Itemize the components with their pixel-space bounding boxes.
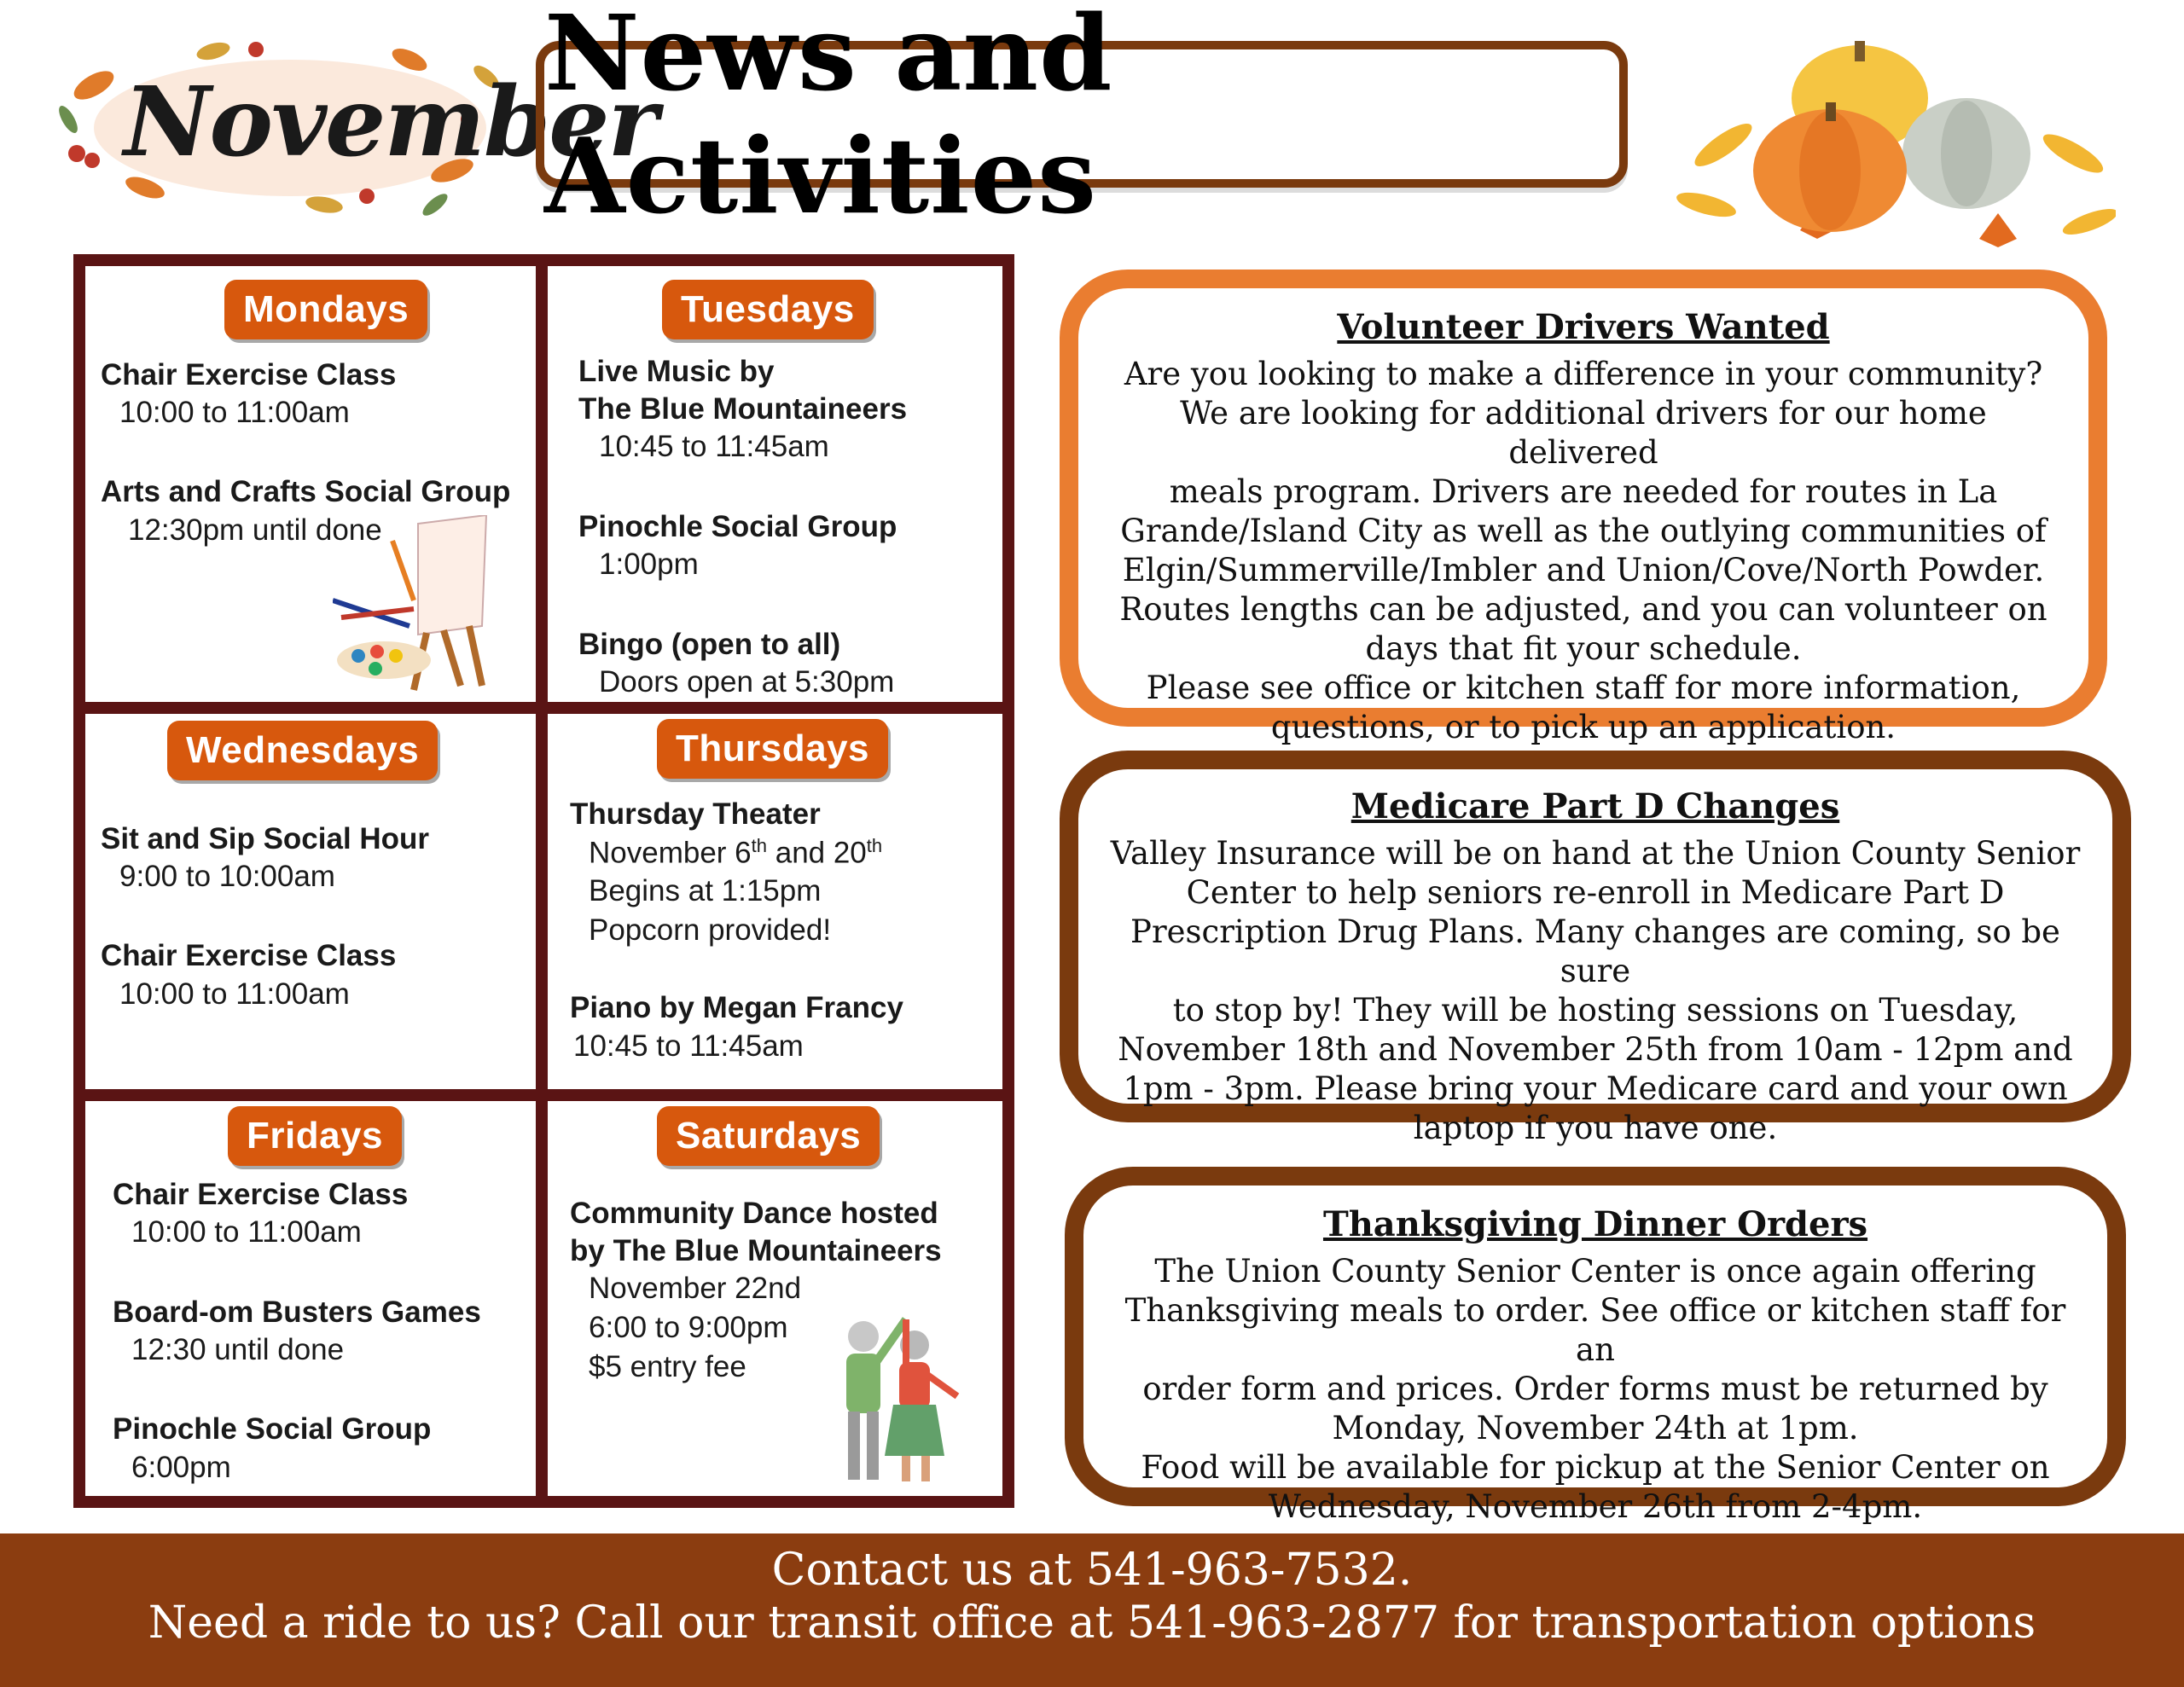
activity-time: 6:00 to 9:00pm	[589, 1311, 788, 1344]
contact-footer	[0, 1533, 2184, 1687]
date-part: November 6	[589, 836, 752, 870]
activity-date: November 22nd	[589, 1272, 802, 1305]
activity-fee: $5 entry fee	[589, 1350, 746, 1383]
activity-title: Thursday Theater	[570, 797, 821, 831]
announcement-body	[1104, 355, 2063, 747]
activity-time: 10:00 to 11:00am	[119, 396, 350, 429]
wednesdays-label: Wednesdays	[167, 721, 438, 780]
announcement-body	[1099, 834, 2092, 1148]
activity-date	[589, 835, 882, 871]
body-line: The Union County Senior Center is once again offering	[1154, 1253, 2036, 1290]
activity-time: 10:45 to 11:45am	[573, 1029, 804, 1063]
thursdays-label: Thursdays	[657, 719, 888, 779]
contact-phone-line: Contact us at 541-963-7532.	[771, 1545, 1413, 1596]
weekly-schedule-grid	[73, 254, 1014, 1508]
body-line: Routes lengths can be adjusted, and you can volunteer on	[1119, 591, 2048, 628]
activity-title: Piano by Megan Francy	[570, 991, 903, 1024]
tuesdays-cell	[548, 266, 1002, 702]
pumpkins-icon	[1672, 34, 2116, 264]
activity-title: Community Dance hosted	[570, 1197, 938, 1230]
announcement-title: Medicare Part D Changes	[1350, 786, 1840, 826]
body-line: Food will be available for pickup at the Senior Center on	[1141, 1449, 2050, 1486]
fridays-cell	[85, 1101, 536, 1496]
mondays-label: Mondays	[224, 280, 427, 339]
body-line: days that fit your schedule.	[1365, 630, 1802, 667]
activity-title: Chair Exercise Class	[113, 1178, 409, 1211]
activity-title: Pinochle Social Group	[113, 1412, 432, 1446]
dancing-couple-icon	[804, 1302, 974, 1490]
activity-title: Sit and Sip Social Hour	[101, 822, 430, 855]
thursdays-cell	[548, 714, 1002, 1089]
activity-title: by The Blue Mountaineers	[570, 1234, 942, 1267]
pumpkins-decoration	[1672, 34, 2116, 264]
body-line: questions, or to pick up an application.	[1270, 709, 1896, 745]
activity-time: 12:30 until done	[131, 1333, 345, 1366]
activity-time: 10:00 to 11:00am	[131, 1215, 362, 1249]
body-line: Prescription Drug Plans. Many changes are coming, so be sure	[1130, 913, 2060, 989]
activity-time: Doors open at 5:30pm	[599, 665, 895, 699]
activity-title: Board-om Busters Games	[113, 1296, 481, 1329]
body-line: We are looking for additional drivers for our home delivered	[1180, 395, 1987, 471]
body-line: Are you looking to make a difference in your community?	[1124, 356, 2043, 392]
body-line: Elgin/Summerville/Imbler and Union/Cove/North Powder.	[1122, 552, 2045, 588]
saturdays-cell	[548, 1101, 1002, 1496]
body-line: 1pm - 3pm. Please bring your Medicare card and your own	[1123, 1070, 2068, 1107]
body-line: meals program. Drivers are needed for routes in La	[1169, 473, 1998, 510]
activity-title: Chair Exercise Class	[101, 939, 397, 972]
body-line: Center to help seniors re-enroll in Medicare Part D	[1186, 874, 2005, 911]
transit-line: Need a ride to us? Call our transit office at 541-963-2877 for transportation options	[148, 1597, 2036, 1649]
activity-title: Bingo (open to all)	[578, 628, 841, 661]
tuesdays-label: Tuesdays	[662, 280, 874, 339]
activity-note: Popcorn provided!	[589, 913, 832, 947]
easel-paint-icon	[333, 515, 503, 694]
activity-title: Chair Exercise Class	[101, 358, 397, 391]
fridays-label: Fridays	[228, 1106, 402, 1166]
body-line: Valley Insurance will be on hand at the Union County Senior	[1110, 835, 2081, 872]
activity-time: 9:00 to 10:00am	[119, 860, 335, 893]
activity-time: 10:45 to 11:45am	[599, 430, 829, 463]
medicare-part-d-box	[1060, 751, 2131, 1146]
activity-title: The Blue Mountaineers	[578, 392, 908, 426]
activity-time: 10:00 to 11:00am	[119, 977, 350, 1011]
logo-text: November	[124, 67, 657, 178]
november-logo	[43, 26, 657, 222]
activity-title: Pinochle Social Group	[578, 510, 897, 543]
body-line: Grande/Island City as well as the outlying communities of	[1120, 513, 2047, 549]
announcement-title: Volunteer Drivers Wanted	[1337, 307, 1830, 347]
body-line: to stop by! They will be hosting sessions on Tuesday,	[1172, 992, 2018, 1029]
announcement-body	[1102, 1252, 2088, 1527]
ordinal-suffix: th	[751, 835, 767, 856]
body-line: order form and prices. Order forms must be returned by	[1142, 1371, 2048, 1407]
title-box	[536, 0, 1628, 237]
announcement-title: Thanksgiving Dinner Orders	[1322, 1204, 1868, 1244]
volunteer-drivers-box	[1060, 270, 2107, 745]
ordinal-suffix: th	[866, 835, 883, 856]
activity-time: 12:30pm until done	[128, 513, 382, 547]
body-line: Thanksgiving meals to order. See office or kitchen staff for an	[1124, 1292, 2066, 1368]
wednesdays-cell	[85, 714, 536, 1089]
activity-time: 6:00pm	[131, 1451, 231, 1484]
body-line: Please see office or kitchen staff for more information,	[1146, 670, 2021, 706]
body-line: laptop if you have one.	[1413, 1110, 1778, 1146]
activity-time: Begins at 1:15pm	[589, 874, 822, 907]
thanksgiving-orders-box	[1065, 1167, 2126, 1525]
activity-title: Live Music by	[578, 355, 775, 388]
body-line: Monday, November 24th at 1pm.	[1332, 1410, 1859, 1446]
saturdays-label: Saturdays	[657, 1106, 880, 1166]
page-title: News and Activities	[544, 0, 1113, 237]
mondays-cell	[85, 266, 536, 702]
activity-time: 1:00pm	[599, 548, 699, 581]
body-line: Wednesday, November 26th from 2-4pm.	[1268, 1488, 1923, 1525]
activity-title: Arts and Crafts Social Group	[101, 475, 511, 508]
body-line: November 18th and November 25th from 10am - 12pm and	[1118, 1031, 2073, 1068]
date-part: and 20	[767, 836, 867, 870]
